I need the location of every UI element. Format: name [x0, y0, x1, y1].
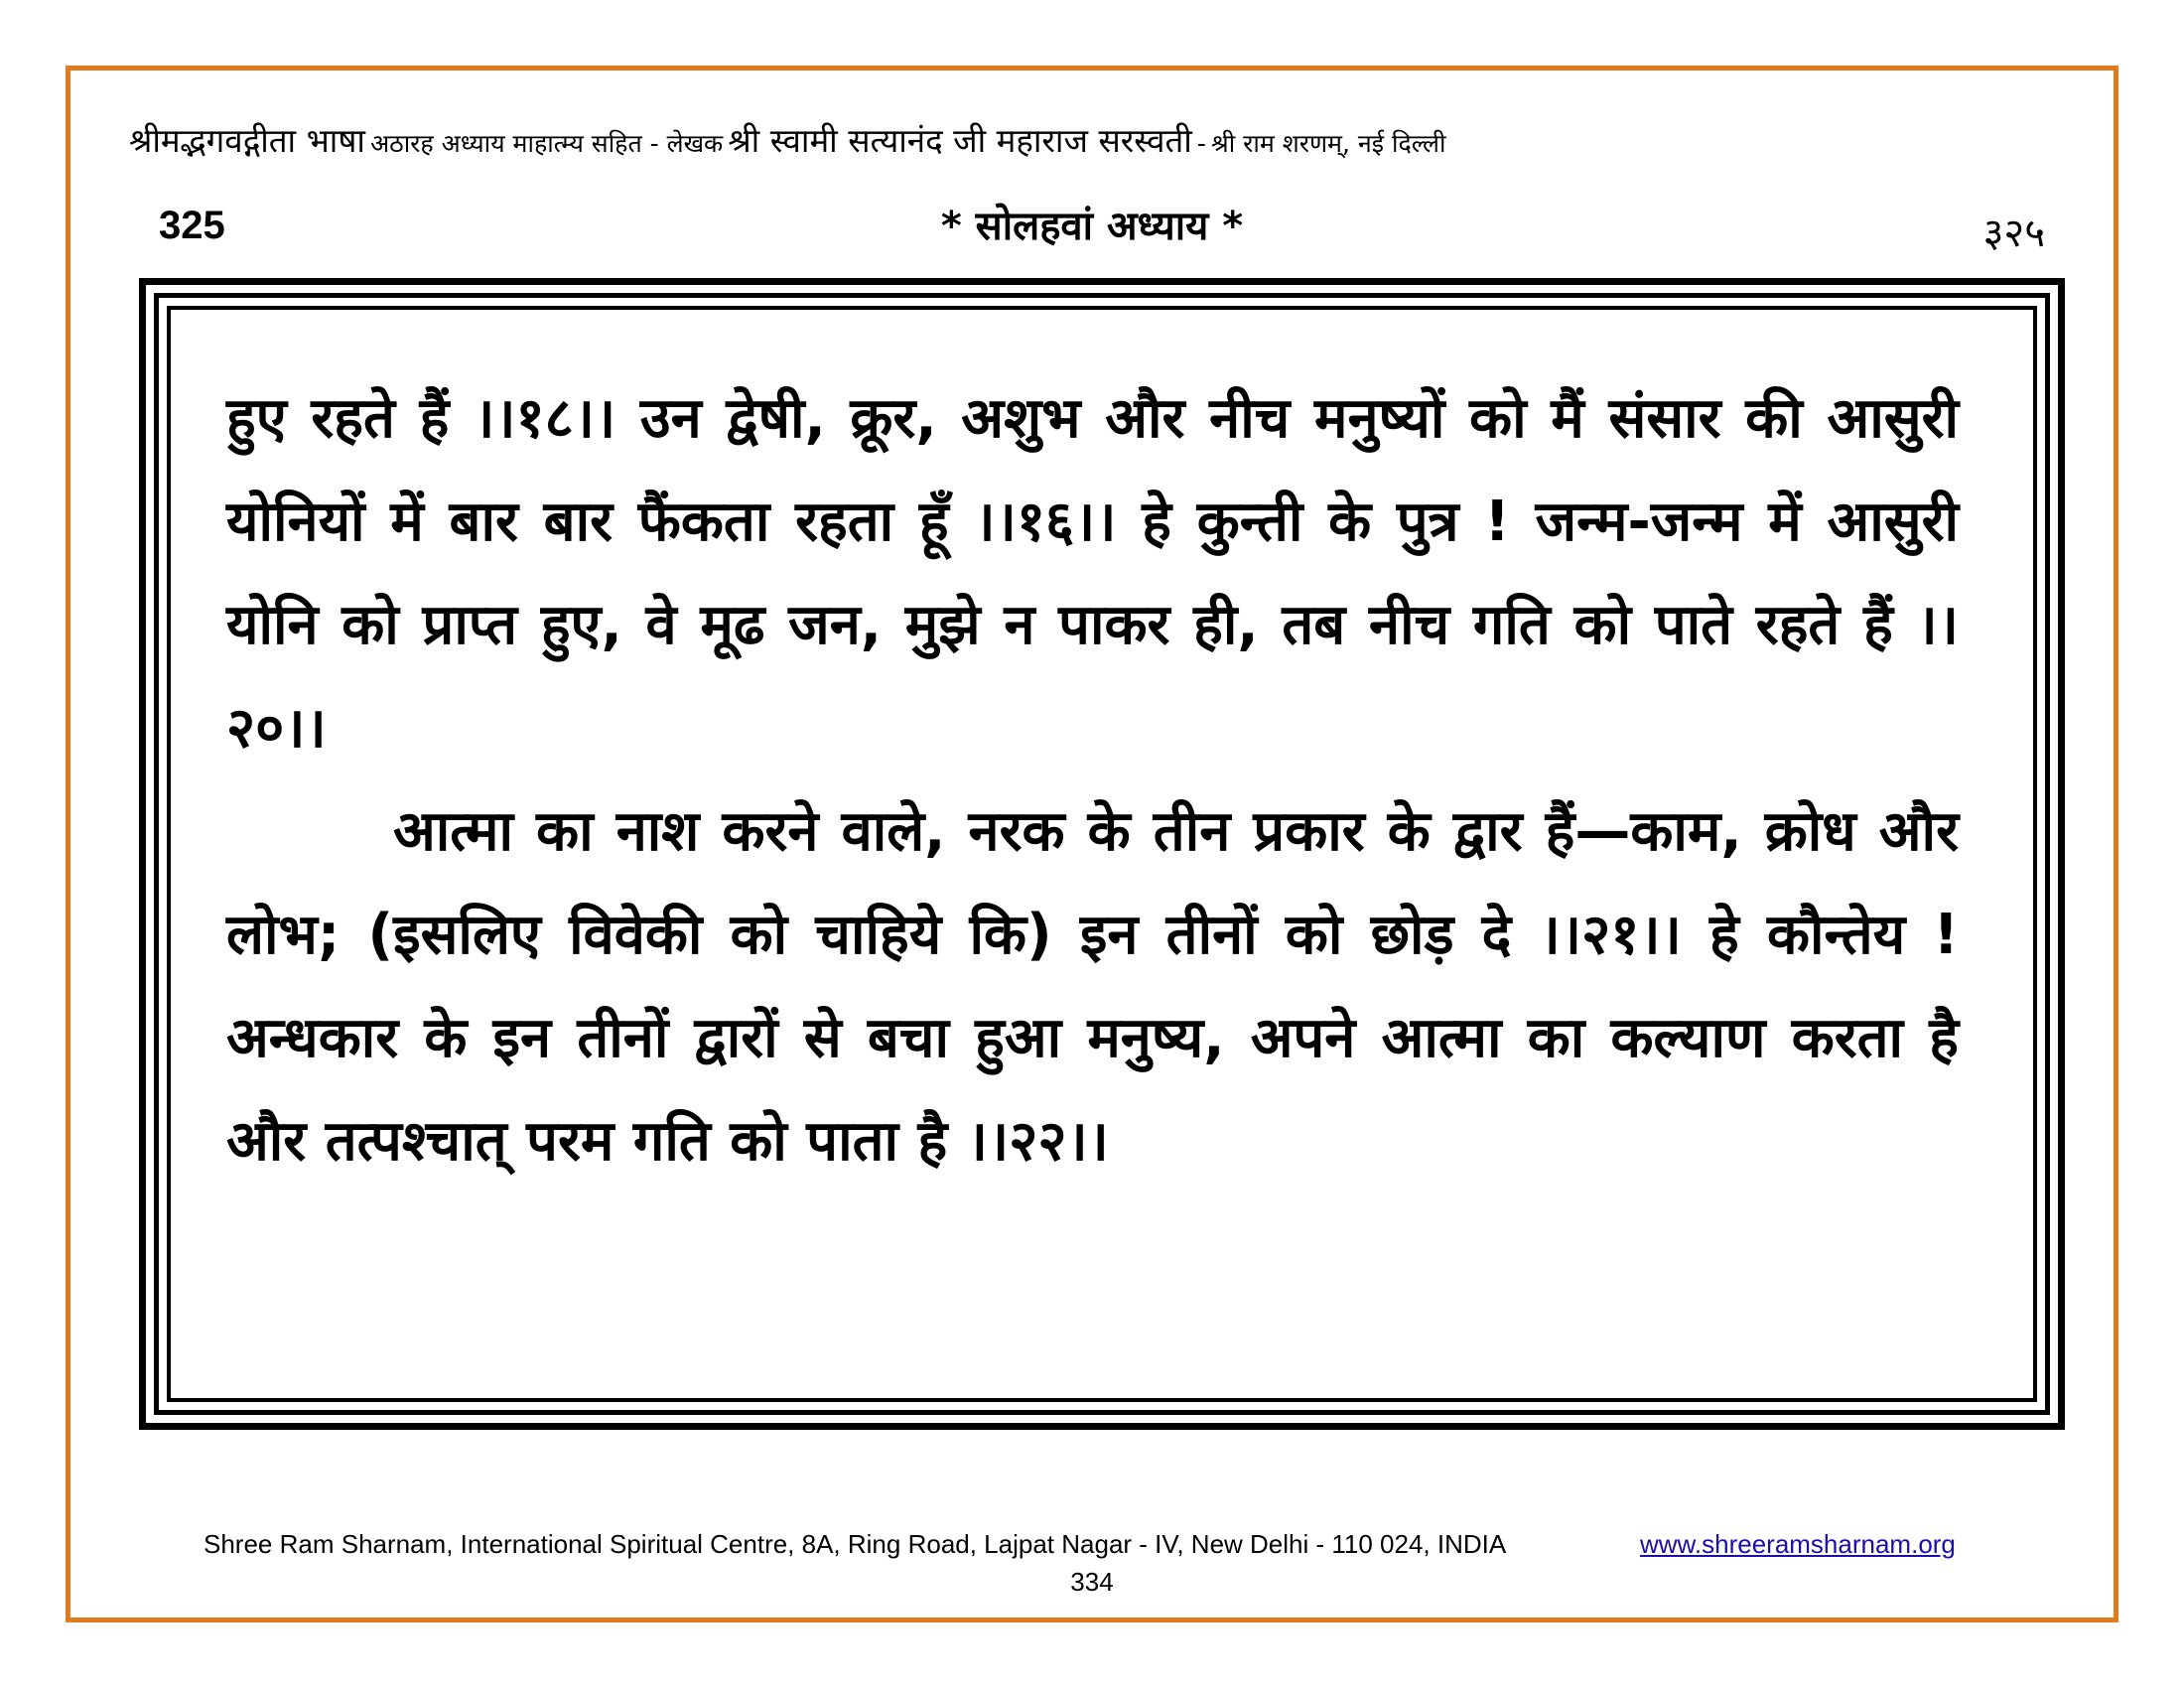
footer-page-number: 334	[1070, 1567, 1114, 1597]
book-header	[129, 117, 2055, 162]
chapter-heading: * सोलहवां अध्याय *	[940, 204, 1244, 249]
header-separator: -	[1196, 129, 1206, 158]
book-subtitle: अठारह अध्याय माहात्म्य सहित - लेखक	[370, 129, 724, 158]
verse-paragraph-1: हुए रहते हैं ।।१८।। उन द्वेषी, क्रूर, अशुभ और नीच मनुष्यों को मैं संसार की आसुरी योनियों में बार बार फैंकता रहता हूँ ।।१६।। हे कुन्ती के पुत्र ! जन्म-जन्म में आसुरी योनि को प्राप्त हुए, वे मूढ जन, मुझे न पाकर ही, तब नीच गति को पाते रहते हैं ।।२०।।	[226, 386, 1959, 761]
book-title: श्रीमद्भगवद्गीता भाषा	[129, 121, 365, 160]
verse-paragraph-2: आत्मा का नाश करने वाले, नरक के तीन प्रकार के द्वार हैं—काम, क्रोध और लोभ; (इसलिए विवेकी को चाहिये कि) इन तीनों को छोड़ दे ।।२१।। हे कौन्तेय ! अन्धकार के इन तीनों द्वारों से बचा हुआ मनुष्य, अपने आत्मा का कल्याण करता है और तत्पश्चात् परम गति को पाता है ।।२२।।	[226, 799, 1959, 1174]
page-number-devanagari: ३२५	[1982, 211, 2045, 256]
page-number-arabic: 325	[159, 204, 225, 247]
book-publisher: श्री राम शरणम्, नई दिल्ली	[1211, 129, 1446, 158]
verse-content	[226, 367, 1959, 1194]
book-author: श्री स्वामी सत्यानंद जी महाराज सरस्वती	[728, 121, 1192, 160]
website-link[interactable]: www.shreeramsharnam.org	[1640, 1529, 1956, 1559]
footer-address: Shree Ram Sharnam, International Spiritual Centre, 8A, Ring Road, Lajpat Nagar - IV, New Delhi - 110 024, INDIA	[204, 1529, 1507, 1559]
